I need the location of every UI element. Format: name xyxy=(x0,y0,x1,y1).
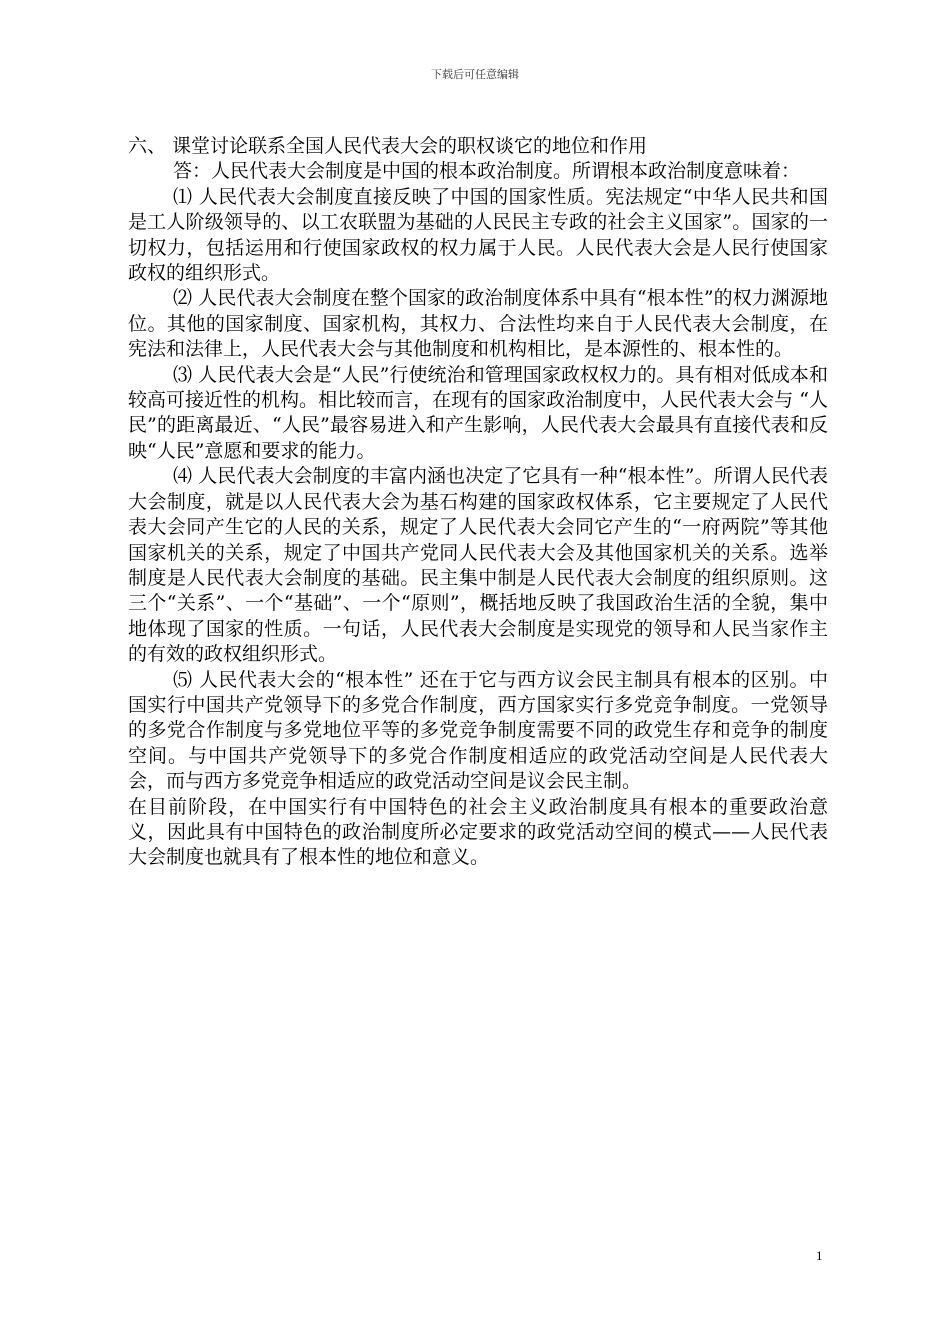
point-5-paragraph: ⑸ 人民代表大会的“根本性” 还在于它与西方议会民主制具有根本的区别。中国实行中国共产党领导下的多党合作制度，西方国家实行多党竞争制度。一党领导的多党合作制度与多党地位平等的多党竞争制度需要不同的政党生存和竞争的制度空间。与中国共产党领导下的多党合作制度相适应的政党活动空间是人民代表大会，而与西方多党竞争相适应的政党活动空间是议会民主制。 xyxy=(128,668,828,793)
answer-intro-paragraph: 答：人民代表大会制度是中国的根本政治制度。所谓根本政治制度意味着： xyxy=(173,160,801,183)
conclusion-paragraph: 在目前阶段，在中国实行有中国特色的社会主义政治制度具有根本的重要政治意义，因此具有中国特色的政治制度所必定要求的政党活动空间的模式——人民代表大会制度也就具有了根本性的地位和意义。 xyxy=(128,795,828,869)
point-4-paragraph: ⑷ 人民代表大会制度的丰富内涵也决定了它具有一种“根本性”。所谓人民代表大会制度，就是以人民代表大会为基石构建的国家政权体系，它主要规定了人民代表大会同产生它的人民的关系，规定了人民代表大会同它产生的“一府两院”等其他国家机关的关系，规定了中国共产党同人民代表大会及其他国家机关的关系。选举制度是人民代表大会制度的基础。民主集中制是人民代表大会制度的组织原则。这三个“关系”、一个“基础”、一个“原则”，概括地反映了我国政治生活的全貌，集中地体现了国家的性质。一句话，人民代表大会制度是实现党的领导和人民当家作主的有效的政权组织形式。 xyxy=(128,465,828,666)
point-3-paragraph: ⑶ 人民代表大会是“人民”行使统治和管理国家政权权力的。具有相对低成本和较高可接近性的机构。相比较而言，在现有的国家政治制度中，人民代表大会与 “人民”的距离最近、“人民”最容易进入和产生影响，人民代表大会最具有直接代表和反映“人民”意愿和要求的能力。 xyxy=(128,363,828,462)
page-number: 1 xyxy=(816,1248,823,1263)
page-header: 下载后可任意编辑 xyxy=(431,68,519,81)
point-2-paragraph: ⑵ 人民代表大会制度在整个国家的政治制度体系中具有“根本性”的权力渊源地位。其他的国家制度、国家机构，其权力、合法性均来自于人民代表大会制度，在宪法和法律上，人民代表大会与其他制度和机构相比，是本源性的、根本性的。 xyxy=(128,287,828,361)
document-body xyxy=(128,134,828,871)
point-1-paragraph: ⑴ 人民代表大会制度直接反映了中国的国家性质。宪法规定“中华人民共和国是工人阶级领导的、以工农联盟为基础的人民民主专政的社会主义国家”。国家的一切权力，包括运用和行使国家政权的权力属于人民。人民代表大会是人民行使国家政权的组织形式。 xyxy=(128,185,828,285)
section-heading: 六、 课堂讨论联系全国人民代表大会的职权谈它的地位和作用 xyxy=(128,135,648,157)
